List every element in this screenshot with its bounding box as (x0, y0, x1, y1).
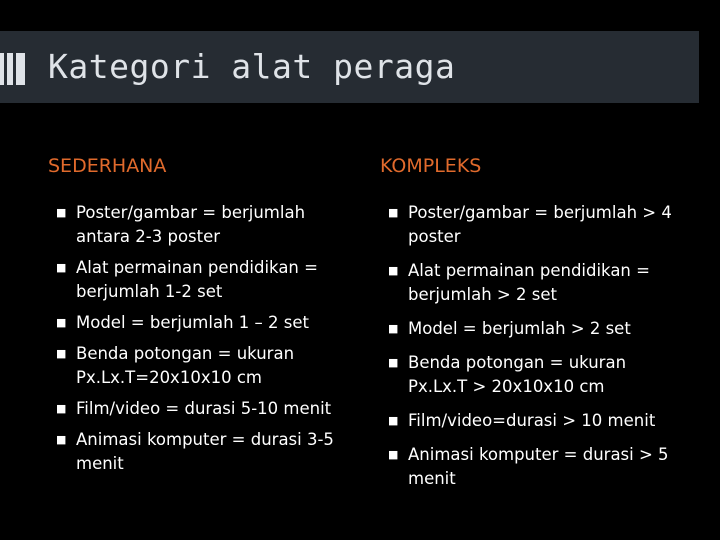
square-bullet-icon: ■ (388, 264, 399, 277)
list-item: ■ Animasi komputer = durasi 3-5 menit (56, 430, 334, 473)
title-decoration-icon (0, 53, 38, 85)
list-item: ■ Alat permainan pendidikan = berjumlah 1-2 set (56, 258, 318, 301)
square-bullet-icon: ■ (388, 206, 399, 219)
list-item: ■ Film/video = durasi 5-10 menit (56, 399, 332, 418)
list-item: ■ Film/video=durasi > 10 menit (388, 411, 656, 430)
square-bullet-icon: ■ (56, 206, 67, 219)
column-heading-kompleks: KOMPLEKS (380, 155, 482, 177)
column-sederhana (48, 152, 353, 483)
square-bullet-icon: ■ (56, 261, 67, 274)
list-item: ■ Alat permainan pendidikan = berjumlah > 2 set (388, 261, 650, 304)
square-bullet-icon: ■ (388, 322, 399, 335)
list-item: ■ Animasi komputer = durasi > 5 menit (388, 445, 669, 488)
list-item: ■ Model = berjumlah 1 – 2 set (56, 313, 309, 332)
square-bullet-icon: ■ (388, 448, 399, 461)
slide-title: Kategori alat peraga (48, 47, 456, 86)
list-kompleks (380, 201, 680, 491)
square-bullet-icon: ■ (388, 356, 399, 369)
list-item: ■ Poster/gambar = berjumlah > 4 poster (388, 203, 672, 246)
square-bullet-icon: ■ (388, 414, 399, 427)
list-item: ■ Model = berjumlah > 2 set (388, 319, 631, 338)
list-sederhana (48, 201, 353, 476)
square-bullet-icon: ■ (56, 433, 67, 446)
list-item: ■ Benda potongan = ukuran Px.Lx.T=20x10x10 cm (56, 344, 295, 387)
square-bullet-icon: ■ (56, 347, 67, 360)
square-bullet-icon: ■ (56, 402, 67, 415)
list-item: ■ Poster/gambar = berjumlah antara 2-3 poster (56, 203, 306, 246)
list-item: ■ Benda potongan = ukuran Px.Lx.T > 20x10x10 cm (388, 353, 627, 396)
square-bullet-icon: ■ (56, 316, 67, 329)
column-heading-sederhana: SEDERHANA (48, 155, 167, 177)
column-kompleks (380, 152, 680, 501)
